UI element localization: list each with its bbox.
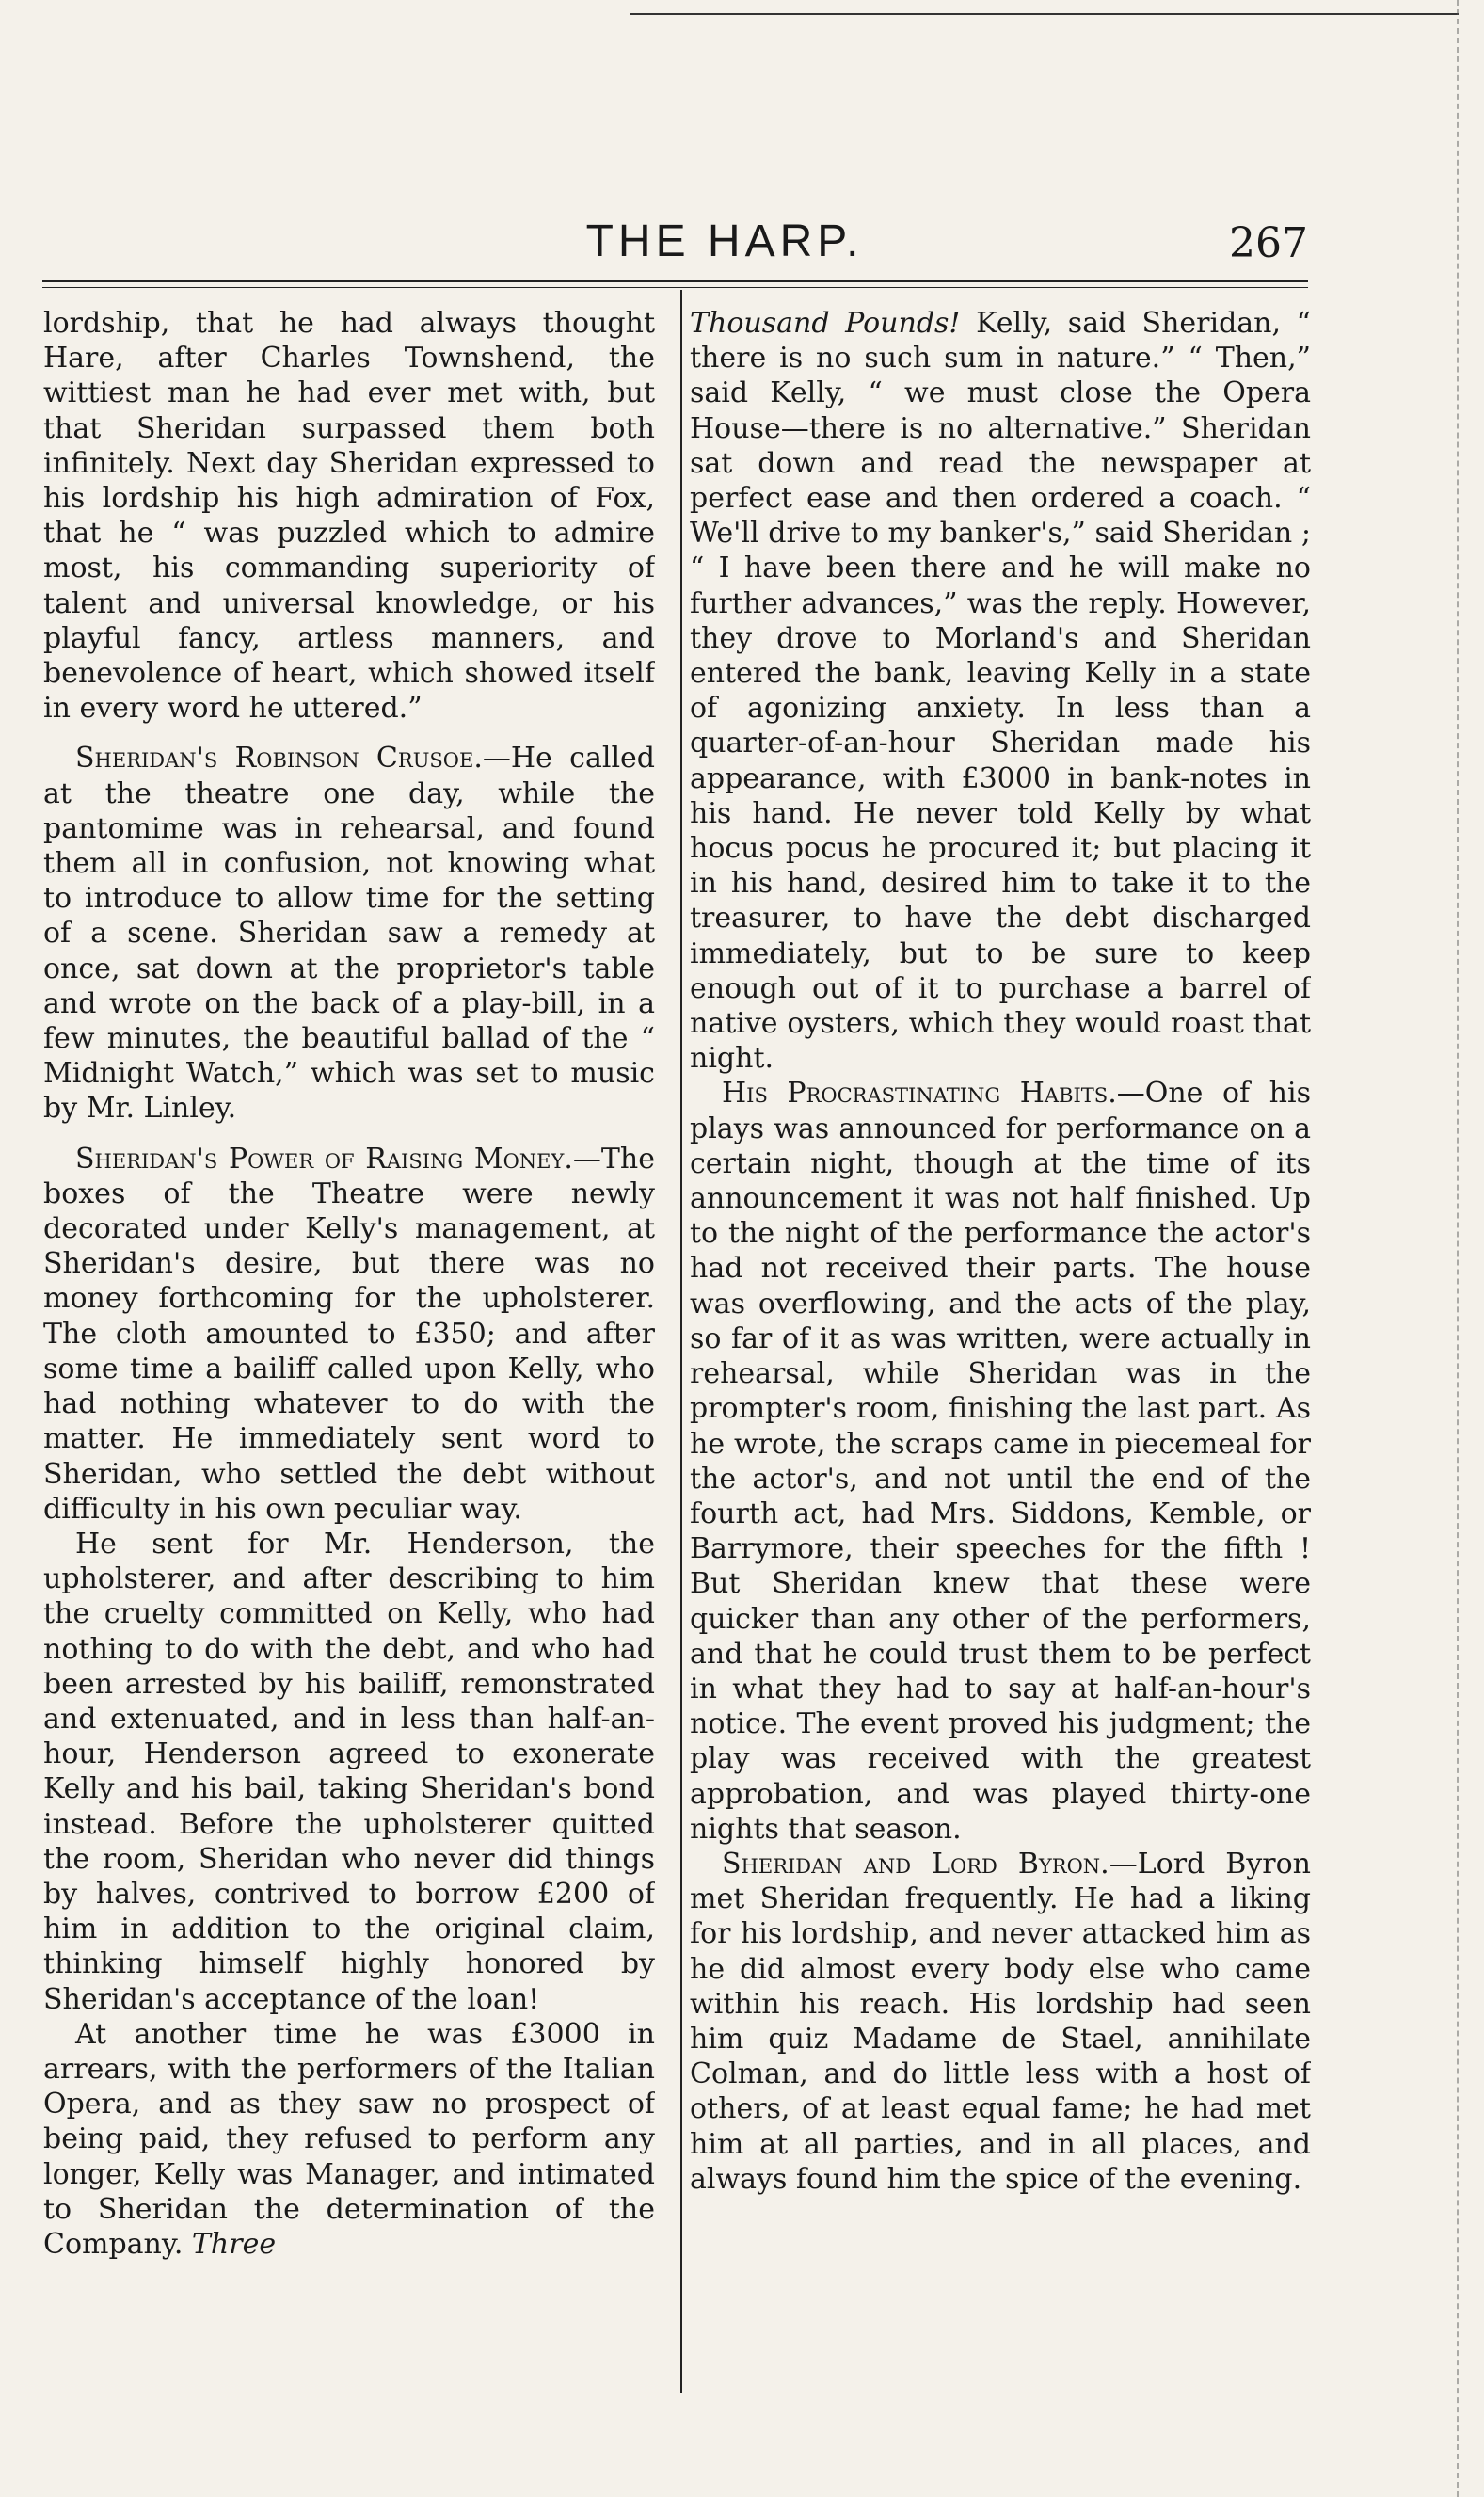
- paragraph: He sent for Mr. Henderson, the upholsterer, and after describing to him the cruelty committed on Kelly, who had nothing to do with the debt, and who had been arrested by his bailiff, remonstrated and extenuated, and in less than half-an-hour, Henderson agreed to exonerate Kelly and his bail, taking Sheridan's bond instead. Before the upholsterer quitted the room, Sheridan who never did things by halves, contrived to borrow £200 of him in addition to the original claim, thinking himself highly honored by Sheridan's acceptance of the loan!: [43, 1527, 655, 2016]
- header-rule-thick: [42, 280, 1308, 282]
- paragraph-body: —The boxes of the Theatre were newly decorated under Kelly's management, at Sheridan's desire, but there was no money forthcoming for the upholsterer. The cloth amounted to £350; and after some time a bailiff called upon Kelly, who had nothing whatever to do with the matter. He immediately sent word to Sheridan, who settled the debt without difficulty in his own peculiar way.: [43, 1142, 655, 1526]
- section-heading: Sheridan's Power of Raising Money.: [75, 1142, 573, 1176]
- page-number: 267: [1229, 219, 1308, 267]
- paragraph-body: —Lord Byron met Sheridan frequently. He had a liking for his lordship, and never attacked him as he did almost every body else who came within his reach. His lordship had seen him quiz Madame de Stael, annihilate Colman, and do little less with a host of others, of at least equal fame; he had met him at all parties, and in all places, and always found him the spice of the evening.: [690, 1847, 1311, 2196]
- section-heading: Sheridan and Lord Byron.: [722, 1847, 1109, 1881]
- paragraph: lordship, that he had always thought Hare, after Charles Townshend, the wittiest man he had ever met with, but that Sheridan surpassed them both infinitely. Next day Sheridan expressed to his lordship his high admiration of Fox, that he “ was puzzled which to admire most, his commanding superiority of talent and universal knowledge, or his playful fancy, artless manners, and benevolence of heart, which showed itself in every word he uttered.”: [43, 307, 655, 726]
- paragraph-body: Kelly, said Sheridan, “ there is no such sum in nature.” “ Then,” said Kelly, “ we must close the Opera House—there is no alternative.” Sheridan sat down and read the newspaper at perfect ease and then ordered a coach. “ We'll drive to my banker's,” said Sheridan ; “ I have been there and he will make no further advances,” was the reply. However, they drove to Morland's and Sheridan entered the bank, leaving Kelly in a state of agonizing anxiety. In less than a quarter-of-an-hour Sheridan made his appearance, with £3000 in bank-notes in his hand. He never told Kelly by what hocus pocus he procured it; but placing it in his hand, desired him to take it to the treasurer, to have the debt discharged immediately, but to be sure to keep enough out of it to purchase a barrel of native oysters, which they would roast that night.: [690, 307, 1311, 1076]
- paragraph: [43, 741, 655, 1126]
- header-rule-thin: [42, 287, 1308, 288]
- top-edge-rule: [630, 13, 1459, 15]
- continued-phrase: Thousand Pounds!: [690, 307, 961, 340]
- paragraph-body: —One of his plays was announced for performance on a certain night, though at the time of its announcement it was not half finished. Up to the night of the performance the actor's had not received their parts. The house was overflowing, and the acts of the play, so far of it as was written, were actually in rehearsal, while Sheridan was in the prompter's room, finishing the last part. As he wrote, the scraps came in piecemeal for the actor's, and not until the end of the fourth act, had Mrs. Siddons, Kemble, or Barrymore, their speeches for the fifth ! But Sheridan knew that these were quicker than any other of the performers, and that he could trust them to be perfect in what they had to say at half-an-hour's notice. The event proved his judgment; the play was received with the greatest approbation, and was played thirty-one nights that season.: [690, 1077, 1311, 1846]
- journal-title: THE HARP.: [585, 216, 864, 266]
- page-edge: [1457, 0, 1459, 2497]
- running-header: [38, 212, 1308, 278]
- section-heading: Sheridan's Robinson Crusoe.: [75, 742, 483, 776]
- right-column: [690, 306, 1311, 2395]
- paragraph: [690, 1847, 1311, 2197]
- paragraph-body: At another time he was £3000 in arrears, with the performers of the Italian Opera, and as they saw no prospect of being paid, they refused to perform any longer, Kelly was Manager, and intimated to Sheridan the determination of the Company.: [43, 2017, 655, 2261]
- paragraph: [43, 2017, 655, 2262]
- paragraph: [43, 1142, 655, 1527]
- paragraph-body: —He called at the theatre one day, while the pantomime was in rehearsal, and found them all in confusion, not knowing what to introduce to allow time for the setting of a scene. Sheridan saw a remedy at once, sat down at the proprietor's table and wrote on the back of a play-bill, in a few minutes, the beautiful ballad of the “ Midnight Watch,” which was set to music by Mr. Linley.: [43, 742, 655, 1126]
- continued-phrase: Three: [191, 2227, 277, 2261]
- paragraph: [690, 1076, 1311, 1846]
- section-heading: His Procrastinating Habits.: [722, 1077, 1117, 1111]
- left-column: [43, 306, 655, 2395]
- paragraph: [690, 306, 1311, 1076]
- column-divider: [680, 290, 682, 2393]
